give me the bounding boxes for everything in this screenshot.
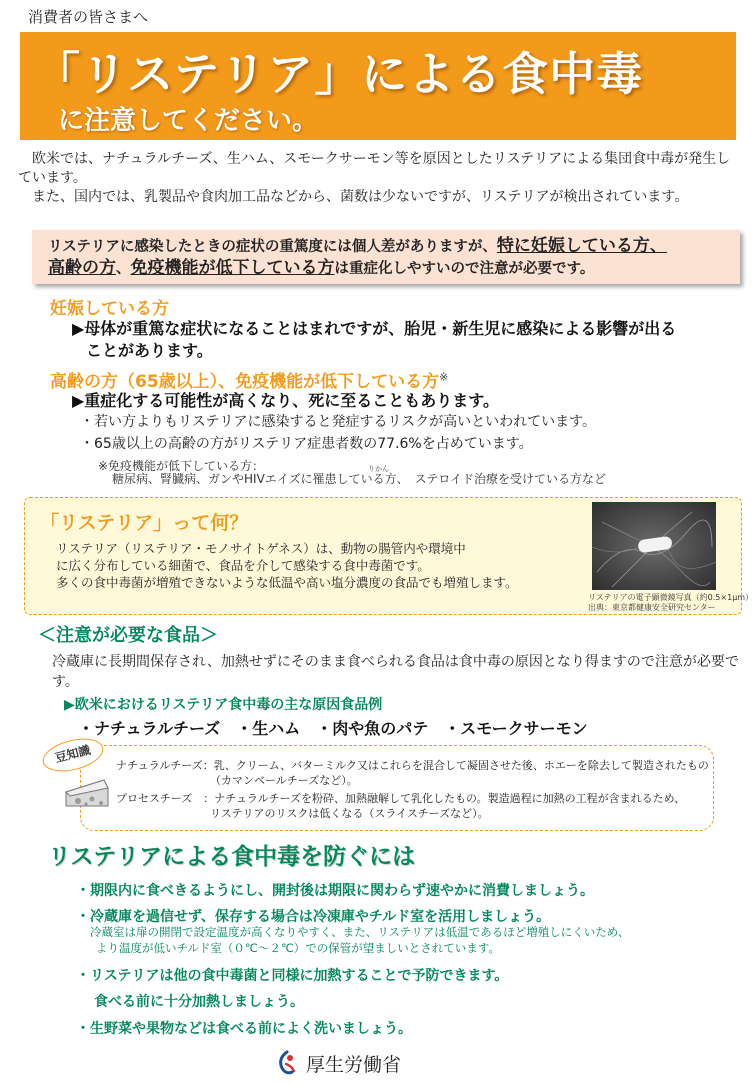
what-is-title: 「リステリア」って何？ [40, 512, 249, 534]
listeria-micrograph [592, 502, 716, 590]
ministry-logo-svg [276, 1050, 298, 1076]
trivia-natural-row-1 [116, 758, 709, 774]
severity-part-3: は重症化しやすいので注意が必要です。 [334, 261, 595, 277]
photo-caption-line-2: 出典：東京都健康安全研究センター [588, 603, 716, 612]
intro-paragraph-2: また、国内では、乳製品や食肉加工品などから、菌数は少ないですが、リステリアが検出されています。 [32, 189, 689, 205]
prevention-tip-3-line-1: ・リステリアは他の食中毒菌と同様に加熱することで予防できます。 [76, 968, 509, 984]
trivia-process-text-1: ナチュラルチーズを粉砕、加熱融解して乳化したもの。製造過程に加熱の工程が含まれるため、 [214, 792, 686, 805]
severity-underline-elderly: 高齢の方 [48, 258, 116, 278]
severity-text [48, 236, 734, 280]
what-is-body [56, 540, 526, 591]
elderly-heading [50, 367, 448, 392]
foods-list: ・ナチュラルチーズ ・生ハム ・肉や魚のパテ ・スモークサーモン [78, 719, 588, 738]
pregnant-point-line-1: ▶母体が重篤な症状になることはまれですが、胎児・新生児に感染による影響が出る [72, 319, 677, 338]
prevention-tip-2-note-1: 冷蔵室は扉の開閉で設定温度が高くなりやすく、また、リステリアは低温であるほど増殖しにくいため、 [90, 925, 630, 939]
prevention-heading: リステリアによる食中毒を防ぐには [48, 844, 416, 870]
elderly-point: ▶重症化する可能性が高くなり、死に至ることもあります。 [72, 391, 500, 410]
prevention-tip-2: ・冷蔵庫を過信せず、保存する場合は冷凍庫やチルド室を活用しましょう。 [76, 909, 551, 925]
what-is-line-2: に広く分布している細菌で、食品を介して感染する食中毒菌です。 [56, 558, 430, 573]
pregnant-point-line-2: ことがあります。 [86, 341, 213, 360]
prevention-tip-2-note-2: より温度が低いチルド室（０℃～２℃）での保管が望ましいとされています。 [96, 941, 500, 955]
pregnant-heading: 妊娠している方 [50, 299, 169, 319]
immune-note-ruby: りかん [368, 465, 389, 473]
cheese-icon [64, 774, 110, 810]
foods-intro: 冷蔵庫に長期間保存され、加熱せずにそのまま食べられる食品は食中毒の原因となり得ますので注意が必要です。 [52, 654, 739, 690]
photo-caption-line-1: リステリアの電子顕微鏡写真（約0.5×1μm） [588, 593, 754, 602]
page-title: 「リステリア」による食中毒 [34, 47, 644, 101]
immune-note-line-1: ※免疫機能が低下している方： [98, 459, 265, 473]
severity-part-1: リステリアに感染したときの症状の重篤度には個人差がありますが、 [48, 239, 497, 255]
prevention-tip-1: ・期限内に食べきるようにし、開封後は期限に関わらず速やかに消費しましょう。 [76, 883, 594, 899]
ministry-name: 厚生労働省 [306, 1054, 402, 1076]
elderly-heading-mark: ※ [439, 370, 449, 384]
elderly-bullet-2: ・65歳以上の高齢の方がリステリア症患者数の77.6%を占めています。 [80, 436, 533, 452]
what-is-line-1: リステリア（リステリア・モノサイトゲネス）は、動物の腸管内や環境中 [56, 541, 466, 556]
prevention-tip-3-line-2: 食べる前に十分加熱しましょう。 [94, 994, 304, 1010]
audience-label: 消費者の皆さまへ [28, 8, 149, 26]
trivia-natural-text-2: （カマンベールチーズなど）。 [210, 774, 358, 787]
intro-paragraph-1: 欧米では、ナチュラルチーズ、生ハム、スモークサーモン等を原因としたリステリアによる集団食中毒が発生しています。 [18, 151, 731, 186]
intro-text [18, 150, 740, 207]
prevention-tip-4: ・生野菜や果物などは食べる前によく洗いましょう。 [76, 1021, 412, 1037]
photo-caption [588, 593, 753, 613]
elderly-bullet-1: ・若い方よりもリステリアに感染すると発症するリスクが高いといわれています。 [80, 414, 597, 430]
foods-heading: ＜注意が必要な食品＞ [38, 625, 218, 646]
page-subtitle: に注意してください。 [58, 106, 319, 136]
elderly-heading-text: 高齢の方（65歳以上）、免疫機能が低下している方 [50, 372, 440, 392]
severity-underline-immune: 免疫機能が低下している方 [130, 258, 335, 278]
cheese-icon-svg [64, 774, 110, 810]
trivia-natural-text-1: 乳、クリーム、バターミルク又はこれらを混合して凝固させた後、ホエーを除去して製造されたもの [213, 759, 709, 772]
severity-part-2: 、 [116, 261, 131, 277]
trivia-process-label: プロセスチーズ ： [116, 792, 215, 805]
trivia-process-row-1 [116, 791, 685, 807]
severity-underline-pregnant: 特に妊娠している方、 [496, 236, 667, 256]
trivia-badge: 豆知識 [39, 733, 106, 777]
immune-note-line-2: 糖尿病、腎臓病、ガンやHIVエイズに罹患している方、 ステロイド治療を受けている方など [112, 472, 607, 486]
ministry-logo-icon [276, 1050, 298, 1076]
trivia-process-text-2: リステリアのリスクは低くなる（スライスチーズなど）。 [210, 807, 489, 820]
listeria-micrograph-image [592, 502, 716, 590]
what-is-line-3: 多くの食中毒菌が増殖できないような低温や高い塩分濃度の食品でも増殖します。 [56, 575, 518, 590]
foods-subheading: ▶欧米におけるリステリア食中毒の主な原因食品例 [64, 697, 383, 713]
trivia-natural-label: ナチュラルチーズ： [116, 759, 214, 772]
